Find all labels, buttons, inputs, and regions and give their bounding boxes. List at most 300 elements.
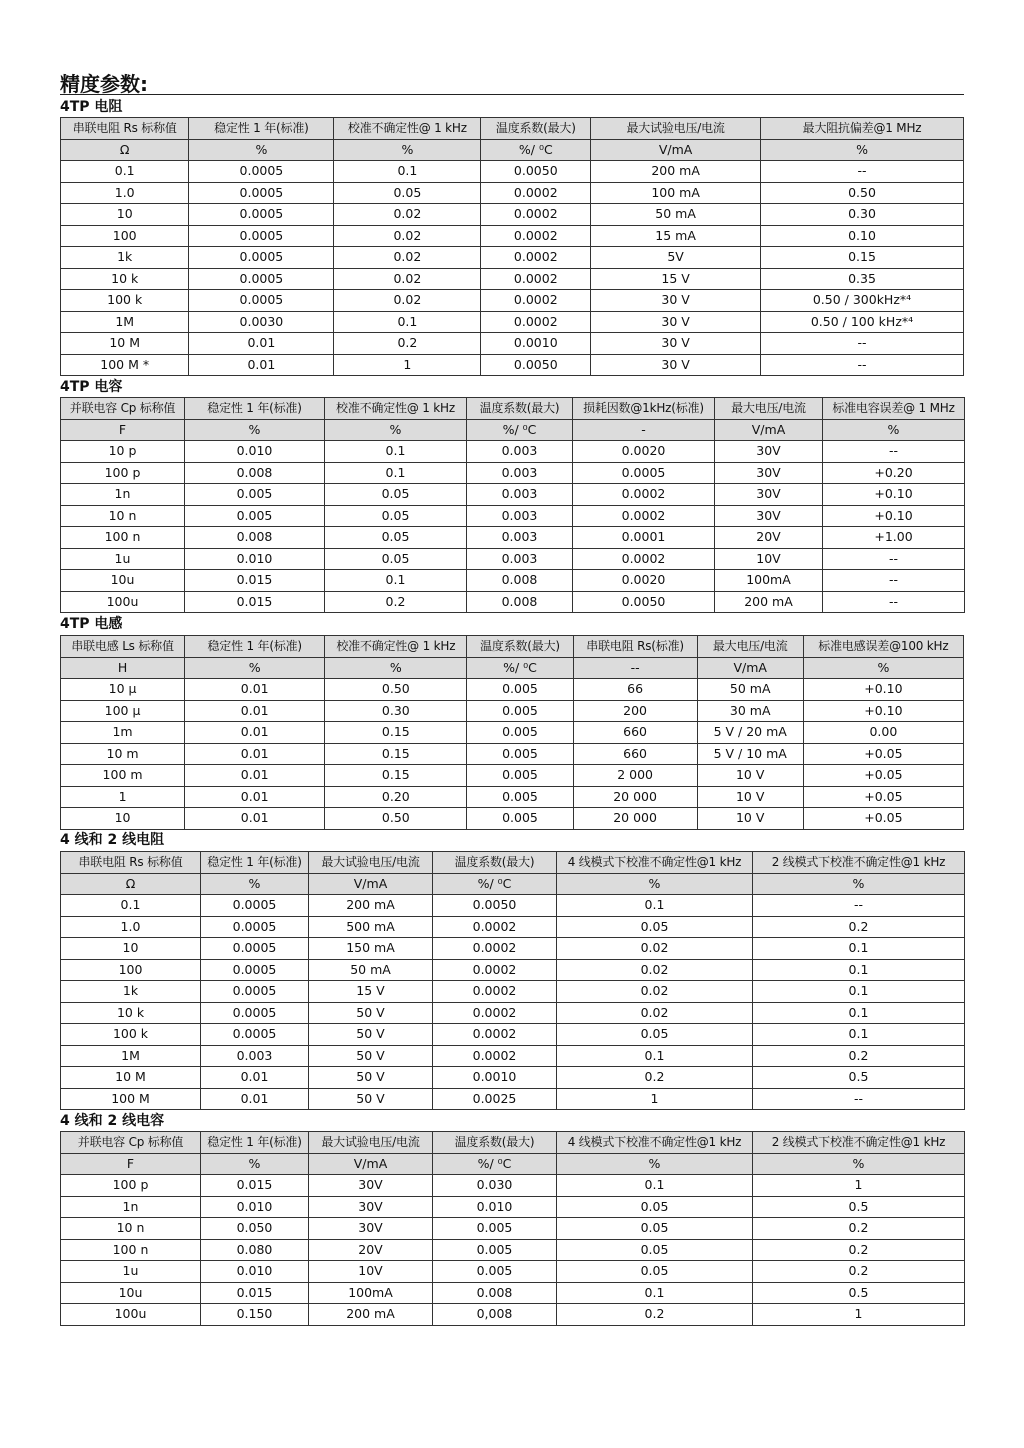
table-header-row-cell: 稳定性 1 年(标准): [185, 636, 325, 658]
table-row: [61, 591, 965, 613]
table-row-cell: 0.01: [185, 765, 325, 787]
table-row: [61, 786, 964, 808]
table-unit-row-cell: V/mA: [715, 419, 823, 441]
table-row: [61, 333, 964, 355]
table-row-cell: 0.0010: [481, 333, 591, 355]
table-row-cell: 30V: [715, 441, 823, 463]
table-row-cell: 0.003: [467, 548, 573, 570]
table-row: [61, 182, 964, 204]
section-title-4tp-inductance: 4TP 电感: [60, 616, 123, 632]
table-row: [61, 1088, 965, 1110]
table-unit-row: [61, 419, 965, 441]
table-row-cell: 0.1: [753, 938, 965, 960]
table-row-cell: 100 M: [61, 1088, 201, 1110]
table-row-cell: 0.50: [761, 182, 964, 204]
table-row-cell: 20 000: [573, 808, 697, 830]
table-row-cell: 50 V: [309, 1045, 433, 1067]
table-unit-row-cell: F: [61, 1153, 201, 1175]
table-row-cell: 0.005: [185, 505, 325, 527]
table-header-row-cell: 稳定性 1 年(标准): [189, 118, 334, 140]
table-header-row-cell: 2 线模式下校准不确定性@1 kHz: [753, 852, 965, 874]
table-row-cell: 0.005: [433, 1239, 557, 1261]
table-header-row-cell: 稳定性 1 年(标准): [201, 1132, 309, 1154]
table-row-cell: 100 mA: [591, 182, 761, 204]
table-row-cell: 0.0005: [201, 938, 309, 960]
table-row: [61, 700, 964, 722]
table-header-row-cell: 标准电容误差@ 1 MHz: [823, 398, 965, 420]
table-row-cell: 0.15: [761, 247, 964, 269]
table-row-cell: 0.01: [201, 1067, 309, 1089]
table-row: [61, 268, 964, 290]
table-row-cell: 0.50 / 100 kHz*⁴: [761, 311, 964, 333]
table-row-cell: 0.0002: [481, 204, 591, 226]
table-row-cell: 0.003: [201, 1045, 309, 1067]
table-row-cell: +0.20: [823, 462, 965, 484]
table-row-cell: 30V: [715, 484, 823, 506]
table-row-cell: 1n: [61, 484, 185, 506]
table-row: [61, 722, 964, 744]
table-row-cell: 1u: [61, 548, 185, 570]
table-header-row-cell: 最大阻抗偏差@1 MHz: [761, 118, 964, 140]
table-row-cell: --: [761, 354, 964, 376]
table-row-cell: 0.005: [185, 484, 325, 506]
table-row-cell: 0.010: [201, 1196, 309, 1218]
table-header-row: [61, 852, 965, 874]
table-row-cell: 100 M *: [61, 354, 189, 376]
table-row-cell: 0.05: [325, 484, 467, 506]
table-row-cell: 50 mA: [309, 959, 433, 981]
table-row-cell: 0.02: [557, 1002, 753, 1024]
table-row-cell: 0.01: [189, 354, 334, 376]
table-row-cell: 0.35: [761, 268, 964, 290]
table-row: [61, 311, 964, 333]
table-row-cell: 15 mA: [591, 225, 761, 247]
table-row: [61, 1239, 965, 1261]
table-unit-row-cell: %: [325, 657, 467, 679]
table-row-cell: 0.0010: [433, 1067, 557, 1089]
table-row-cell: 0.01: [185, 808, 325, 830]
table-row-cell: 0.005: [467, 808, 573, 830]
table-row-cell: 0.50 / 300kHz*⁴: [761, 290, 964, 312]
table-row-cell: 66: [573, 679, 697, 701]
table-row-cell: 0.5: [753, 1196, 965, 1218]
table-row-cell: 10 n: [61, 505, 185, 527]
table-row-cell: 0.1: [753, 1024, 965, 1046]
table-unit-row-cell: V/mA: [697, 657, 803, 679]
table-row-cell: 0.1: [61, 895, 201, 917]
table-row-cell: 0.10: [761, 225, 964, 247]
table-row-cell: --: [761, 161, 964, 183]
table-row-cell: 0.05: [557, 1218, 753, 1240]
section-title-2w4w-resistance: 4 线和 2 线电阻: [60, 832, 165, 848]
table-header-row-cell: 温度系数(最大): [467, 636, 573, 658]
table-unit-row: [61, 873, 965, 895]
table-row-cell: 0.005: [467, 765, 573, 787]
table-row-cell: 0.0001: [573, 527, 715, 549]
table-row-cell: 0.0005: [189, 161, 334, 183]
table-row-cell: 0.010: [433, 1196, 557, 1218]
table-row-cell: 0.050: [201, 1218, 309, 1240]
table-row-cell: 20V: [309, 1239, 433, 1261]
table-row: [61, 1067, 965, 1089]
table-row-cell: 0.01: [185, 700, 325, 722]
table-row-cell: 0.15: [325, 743, 467, 765]
table-row-cell: 0.005: [467, 722, 573, 744]
table-row-cell: 100: [61, 225, 189, 247]
table-row-cell: 0.01: [189, 333, 334, 355]
table-row-cell: 0,008: [433, 1304, 557, 1326]
table-row: [61, 1002, 965, 1024]
table-row-cell: 1: [753, 1175, 965, 1197]
table-row-cell: 0.003: [467, 527, 573, 549]
table-row: [61, 570, 965, 592]
table-header-row-cell: 串联电阻 Rs(标准): [573, 636, 697, 658]
table-row-cell: 1.0: [61, 916, 201, 938]
table-row-cell: 50 V: [309, 1024, 433, 1046]
table-row-cell: 0.05: [557, 1024, 753, 1046]
table-row-cell: 0.0002: [481, 311, 591, 333]
table-header-row-cell: 2 线模式下校准不确定性@1 kHz: [753, 1132, 965, 1154]
table-unit-row-cell: %: [189, 139, 334, 161]
table-row-cell: 0.0050: [481, 354, 591, 376]
table-row-cell: 10 V: [697, 765, 803, 787]
table-row-cell: 50 V: [309, 1002, 433, 1024]
table-row-cell: 0.008: [433, 1282, 557, 1304]
table-row-cell: 0.008: [467, 570, 573, 592]
table-row-cell: 0.02: [557, 938, 753, 960]
table-row-cell: 0.1: [557, 895, 753, 917]
table-row-cell: 0.0005: [201, 895, 309, 917]
table-row: [61, 290, 964, 312]
table-row: [61, 1218, 965, 1240]
table-unit-row-cell: Ω: [61, 873, 201, 895]
table-row-cell: 0.0002: [481, 268, 591, 290]
table-row-cell: 0.003: [467, 462, 573, 484]
table-row-cell: 10V: [309, 1261, 433, 1283]
table-row-cell: 0.0050: [481, 161, 591, 183]
table-header-row-cell: 并联电容 Cp 标称值: [61, 1132, 201, 1154]
table-row-cell: 0.0005: [201, 981, 309, 1003]
table-row-cell: 150 mA: [309, 938, 433, 960]
table-row-cell: 0.080: [201, 1239, 309, 1261]
spec-table-4tp-resistance: [60, 117, 964, 376]
table-row-cell: 0.0002: [433, 1024, 557, 1046]
table-unit-row-cell: %: [823, 419, 965, 441]
table-row-cell: --: [823, 548, 965, 570]
table-row-cell: 20 000: [573, 786, 697, 808]
table-unit-row-cell: --: [573, 657, 697, 679]
table-row-cell: 0.05: [557, 1261, 753, 1283]
table-row: [61, 505, 965, 527]
table-row: [61, 1196, 965, 1218]
table-row-cell: 1u: [61, 1261, 201, 1283]
table-header-row-cell: 最大电压/电流: [697, 636, 803, 658]
table-row-cell: 50 mA: [697, 679, 803, 701]
table-row-cell: 10V: [715, 548, 823, 570]
table-header-row-cell: 最大试验电压/电流: [309, 1132, 433, 1154]
table-unit-row-cell: %/ ⁰C: [433, 873, 557, 895]
table-row-cell: 0.2: [753, 1045, 965, 1067]
table-row-cell: 100 k: [61, 1024, 201, 1046]
table-unit-row-cell: %: [185, 657, 325, 679]
table-row-cell: 0.0005: [189, 182, 334, 204]
table-row-cell: 0.0002: [481, 182, 591, 204]
table-row-cell: 30V: [309, 1196, 433, 1218]
table-row-cell: 0.015: [201, 1282, 309, 1304]
section-title-4tp-resistance: 4TP 电阻: [60, 99, 123, 115]
table-row-cell: 0.1: [753, 1002, 965, 1024]
table-row-cell: 100 n: [61, 1239, 201, 1261]
table-row-cell: 0.0002: [433, 1045, 557, 1067]
table-row-cell: 0.1: [557, 1175, 753, 1197]
table-row-cell: 100u: [61, 1304, 201, 1326]
table-row-cell: 0.1: [753, 959, 965, 981]
table-row-cell: +1.00: [823, 527, 965, 549]
table-row-cell: 0.0030: [189, 311, 334, 333]
table-row-cell: 100u: [61, 591, 185, 613]
table-row-cell: 0.01: [185, 722, 325, 744]
table-row-cell: 0.1: [557, 1282, 753, 1304]
table-row-cell: 0.1: [325, 462, 467, 484]
table-header-row-cell: 稳定性 1 年(标准): [201, 852, 309, 874]
table-unit-row-cell: F: [61, 419, 185, 441]
table-row-cell: 0.005: [433, 1261, 557, 1283]
table-row-cell: 0.015: [185, 570, 325, 592]
table-unit-row-cell: %: [185, 419, 325, 441]
table-unit-row-cell: %: [803, 657, 963, 679]
table-row-cell: 0.010: [185, 441, 325, 463]
table-row-cell: 100 µ: [61, 700, 185, 722]
table-row-cell: 0.015: [201, 1175, 309, 1197]
table-row-cell: 0.02: [334, 268, 481, 290]
table-row-cell: +0.10: [823, 505, 965, 527]
table-header-row-cell: 并联电容 Cp 标称值: [61, 398, 185, 420]
table-row-cell: 0.015: [185, 591, 325, 613]
table-row-cell: 1: [753, 1304, 965, 1326]
table-header-row-cell: 校准不确定性@ 1 kHz: [325, 636, 467, 658]
table-row-cell: 50 V: [309, 1067, 433, 1089]
table-row-cell: 30 V: [591, 333, 761, 355]
table-row-cell: 0.2: [325, 591, 467, 613]
table-row-cell: 0.0002: [481, 225, 591, 247]
title-divider: [60, 94, 964, 95]
table-row-cell: 0.05: [557, 1196, 753, 1218]
table-row-cell: 30 V: [591, 354, 761, 376]
table-unit-row-cell: %: [201, 1153, 309, 1175]
table-row: [61, 462, 965, 484]
table-row-cell: --: [823, 570, 965, 592]
table-row-cell: 0.01: [185, 743, 325, 765]
table-row-cell: 10: [61, 808, 185, 830]
table-row-cell: 1: [61, 786, 185, 808]
table-row: [61, 765, 964, 787]
table-row-cell: +0.10: [803, 679, 963, 701]
table-row-cell: 0.0005: [189, 247, 334, 269]
table-row-cell: 0.1: [557, 1045, 753, 1067]
table-row-cell: 10 M: [61, 333, 189, 355]
table-row-cell: 100 m: [61, 765, 185, 787]
table-row-cell: 0.0002: [481, 247, 591, 269]
table-row-cell: 0.2: [557, 1304, 753, 1326]
table-row-cell: 0.010: [185, 548, 325, 570]
table-row-cell: 0.02: [334, 247, 481, 269]
table-row-cell: 0.1: [325, 441, 467, 463]
table-row-cell: 0.01: [185, 679, 325, 701]
table-row-cell: 30V: [715, 505, 823, 527]
spec-table-2w4w-resistance: [60, 851, 965, 1110]
table-row-cell: +0.05: [803, 786, 963, 808]
table-row-cell: 5 V / 20 mA: [697, 722, 803, 744]
table-row-cell: --: [761, 333, 964, 355]
table-row: [61, 441, 965, 463]
table-row-cell: 0.0005: [189, 268, 334, 290]
table-row-cell: 0.010: [201, 1261, 309, 1283]
table-unit-row-cell: %: [325, 419, 467, 441]
table-row: [61, 161, 964, 183]
table-row-cell: 100 p: [61, 1175, 201, 1197]
table-header-row-cell: 温度系数(最大): [467, 398, 573, 420]
table-row-cell: 0.0005: [201, 1024, 309, 1046]
table-row: [61, 959, 965, 981]
spec-table-2w4w-capacitance: [60, 1131, 965, 1326]
table-row-cell: 200 mA: [309, 895, 433, 917]
table-unit-row: [61, 1153, 965, 1175]
table-header-row-cell: 串联电阻 Rs 标称值: [61, 852, 201, 874]
table-row-cell: 0.003: [467, 441, 573, 463]
table-row: [61, 895, 965, 917]
table-row-cell: 30 V: [591, 290, 761, 312]
table-row-cell: 200 mA: [309, 1304, 433, 1326]
table-row: [61, 484, 965, 506]
table-row-cell: +0.05: [803, 743, 963, 765]
table-row-cell: +0.05: [803, 808, 963, 830]
table-row-cell: 0.1: [334, 161, 481, 183]
table-row-cell: 1n: [61, 1196, 201, 1218]
spec-table-4tp-inductance: [60, 635, 964, 830]
table-row: [61, 1261, 965, 1283]
table-row-cell: 0.2: [753, 916, 965, 938]
table-row-cell: +0.05: [803, 765, 963, 787]
table-row: [61, 1024, 965, 1046]
table-header-row-cell: 损耗因数@1kHz(标准): [573, 398, 715, 420]
table-row-cell: 0.2: [753, 1261, 965, 1283]
table-row-cell: 10 m: [61, 743, 185, 765]
table-header-row-cell: 4 线模式下校准不确定性@1 kHz: [557, 1132, 753, 1154]
table-row: [61, 527, 965, 549]
table-row: [61, 679, 964, 701]
table-row-cell: 0.05: [325, 548, 467, 570]
table-unit-row-cell: V/mA: [309, 873, 433, 895]
table-row-cell: 0.02: [334, 225, 481, 247]
section-title-2w4w-capacitance: 4 线和 2 线电容: [60, 1113, 165, 1129]
table-header-row-cell: 标准电感误差@100 kHz: [803, 636, 963, 658]
table-row-cell: 10 n: [61, 1218, 201, 1240]
table-row-cell: 0.008: [185, 462, 325, 484]
table-row-cell: 0.003: [467, 484, 573, 506]
table-row-cell: 0.01: [185, 786, 325, 808]
table-row-cell: 0.2: [334, 333, 481, 355]
table-row-cell: 0.0005: [189, 225, 334, 247]
table-row-cell: 1: [557, 1088, 753, 1110]
table-row-cell: 100: [61, 959, 201, 981]
table-row-cell: 0.0002: [573, 548, 715, 570]
table-row-cell: 200 mA: [715, 591, 823, 613]
table-row-cell: 10 k: [61, 268, 189, 290]
table-row-cell: 0.0005: [201, 916, 309, 938]
table-row: [61, 808, 964, 830]
table-row-cell: 30V: [309, 1218, 433, 1240]
table-row-cell: 0.05: [325, 505, 467, 527]
table-row-cell: 0.5: [753, 1067, 965, 1089]
table-row-cell: 0.05: [557, 1239, 753, 1261]
table-row-cell: 0.2: [753, 1239, 965, 1261]
table-row-cell: 5 V / 10 mA: [697, 743, 803, 765]
table-row-cell: 0.1: [325, 570, 467, 592]
table-row-cell: --: [823, 591, 965, 613]
table-unit-row-cell: %/ ⁰C: [433, 1153, 557, 1175]
table-header-row-cell: 温度系数(最大): [433, 852, 557, 874]
table-row-cell: 50 mA: [591, 204, 761, 226]
table-row-cell: 30 mA: [697, 700, 803, 722]
table-unit-row-cell: %: [557, 873, 753, 895]
table-row-cell: 0.030: [433, 1175, 557, 1197]
table-row: [61, 354, 964, 376]
table-unit-row-cell: %/ ⁰C: [467, 657, 573, 679]
table-row-cell: 1k: [61, 981, 201, 1003]
table-unit-row-cell: %: [753, 873, 965, 895]
table-row-cell: 0.005: [467, 743, 573, 765]
table-unit-row-cell: %: [201, 873, 309, 895]
table-row-cell: 0.2: [557, 1067, 753, 1089]
table-row-cell: 200 mA: [591, 161, 761, 183]
table-row-cell: 1k: [61, 247, 189, 269]
table-row-cell: 0.0020: [573, 441, 715, 463]
table-row-cell: 50 V: [309, 1088, 433, 1110]
table-header-row-cell: 最大试验电压/电流: [309, 852, 433, 874]
table-row-cell: 660: [573, 743, 697, 765]
table-row-cell: 10: [61, 938, 201, 960]
table-row-cell: 1m: [61, 722, 185, 744]
table-row-cell: 10 k: [61, 1002, 201, 1024]
table-row-cell: 0.15: [325, 722, 467, 744]
table-row-cell: 10 V: [697, 786, 803, 808]
table-row: [61, 981, 965, 1003]
table-row-cell: 10u: [61, 1282, 201, 1304]
table-header-row: [61, 1132, 965, 1154]
table-row-cell: 0.0005: [189, 204, 334, 226]
table-row-cell: 10: [61, 204, 189, 226]
table-header-row-cell: 稳定性 1 年(标准): [185, 398, 325, 420]
table-row-cell: 100 n: [61, 527, 185, 549]
table-header-row: [61, 118, 964, 140]
table-row-cell: 15 V: [309, 981, 433, 1003]
table-row-cell: 1M: [61, 311, 189, 333]
table-unit-row-cell: Ω: [61, 139, 189, 161]
table-row-cell: 1: [334, 354, 481, 376]
table-row-cell: 0.0050: [573, 591, 715, 613]
table-row-cell: 0.02: [334, 290, 481, 312]
table-row-cell: 0.02: [334, 204, 481, 226]
section-title-4tp-capacitance: 4TP 电容: [60, 379, 123, 395]
table-row-cell: 200: [573, 700, 697, 722]
table-row: [61, 204, 964, 226]
table-row: [61, 916, 965, 938]
table-header-row-cell: 温度系数(最大): [433, 1132, 557, 1154]
table-header-row-cell: 最大试验电压/电流: [591, 118, 761, 140]
page-title: 精度参数:: [60, 72, 148, 96]
table-row-cell: 0.0025: [433, 1088, 557, 1110]
table-row-cell: 1M: [61, 1045, 201, 1067]
